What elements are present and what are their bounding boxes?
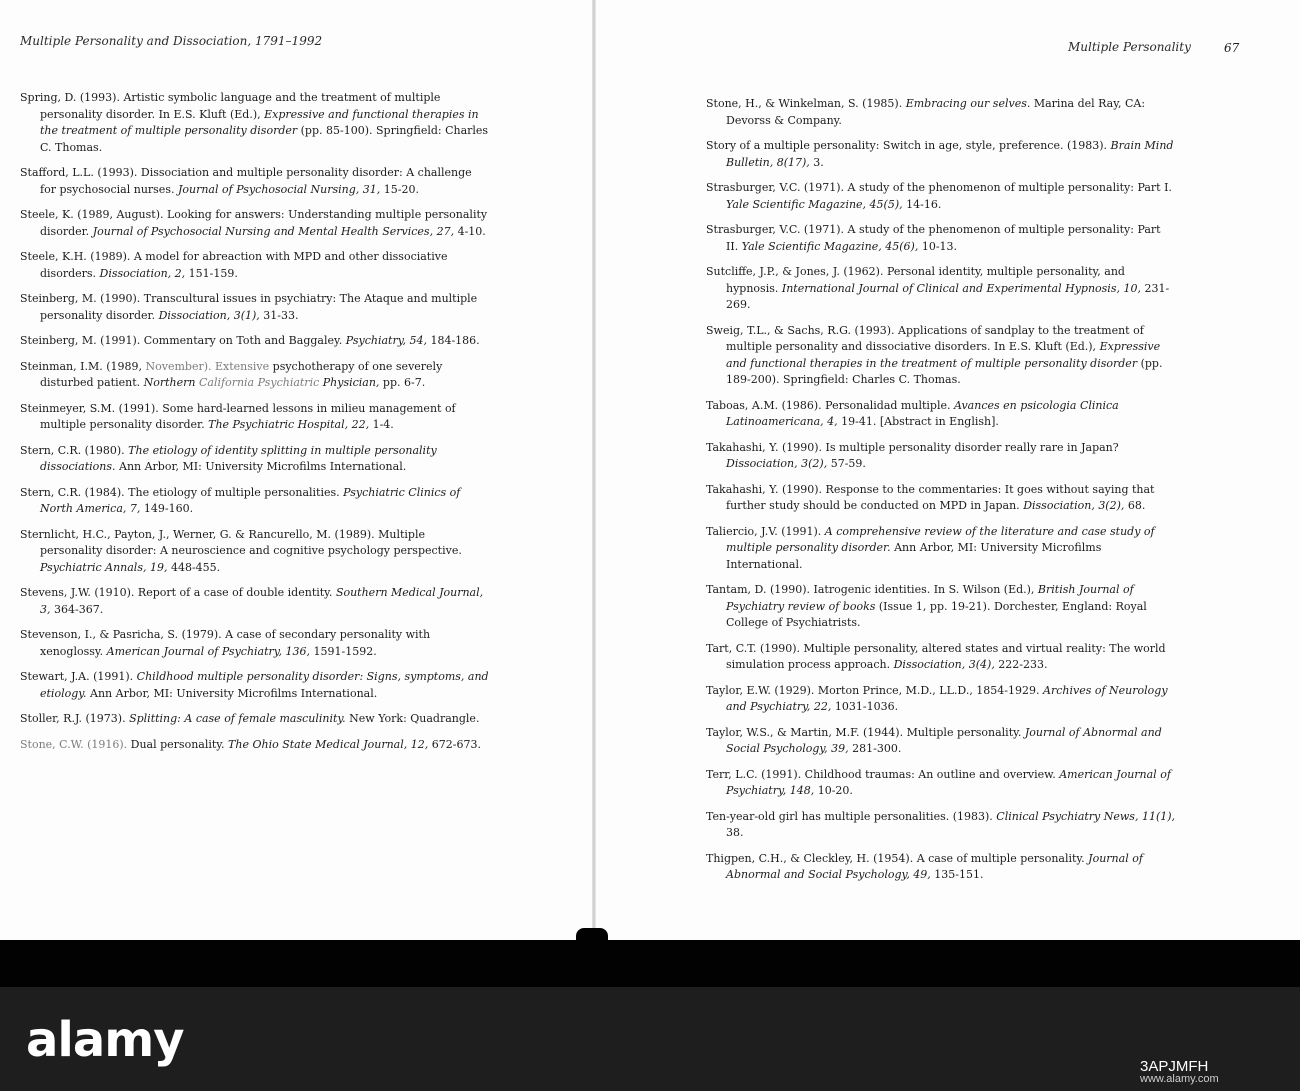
reference-text: Steinberg, M. (1991). Commentary on Toth and Baggaley.	[20, 334, 346, 347]
reference-italic-text: Expressive and functional therapies in the treatment of multiple personality disorder	[40, 107, 479, 137]
right-running-head: Multiple Personality	[1068, 40, 1191, 54]
left-running-head: Multiple Personality and Dissociation, 1791–1992	[20, 34, 323, 48]
reference-entry	[20, 165, 490, 198]
reference-text: Spring, D. (1993). Artistic symbolic language and the treatment of multiple personality disorder. In E.S. Kluft (Ed.),	[20, 91, 441, 121]
reference-italic-text: A comprehensive review of the literature and case study of multiple personality disorder.	[726, 524, 1155, 554]
reference-entry	[706, 851, 1176, 884]
reference-text: Stern, C.R. (1980).	[20, 443, 129, 457]
reference-italic-text: Dissociation, 3(4),	[893, 658, 995, 671]
reference-entry	[706, 524, 1176, 574]
reference-text: (pp. 85-100). Springfield: Charles C. Thomas.	[40, 124, 489, 154]
reference-text: Ten-year-old girl has multiple personalities. (1983).	[706, 809, 997, 823]
reference-entry	[706, 264, 1176, 314]
reference-italic-text: Childhood multiple personality disorder: Signs, symptoms, and etiology.	[40, 670, 489, 700]
reference-text: Takahashi, Y. (1990). Is multiple personality disorder really rare in Japan?	[706, 440, 1119, 454]
reference-entry	[706, 809, 1176, 842]
reference-italic-text: Avances en psicologia Clinica Latinoamericana, 4,	[726, 398, 1119, 428]
reference-italic-text: Psychiatry, 54,	[345, 334, 427, 347]
reference-entry	[706, 180, 1176, 213]
reference-entry	[706, 767, 1176, 800]
reference-text: Stern, C.R. (1984). The etiology of multiple personalities.	[20, 485, 344, 499]
reference-italic-text: Journal of Psychosocial Nursing, 31,	[177, 182, 381, 196]
reference-text: 1591-1592.	[310, 644, 377, 658]
reference-italic-text: Northern	[143, 376, 199, 389]
reference-text: 149-160.	[140, 502, 194, 515]
reference-entry	[20, 627, 490, 660]
reference-text: 3.	[809, 155, 824, 169]
reference-text: 31-33.	[259, 308, 299, 322]
reference-entry	[20, 527, 490, 577]
reference-italic-text: Journal of Psychosocial Nursing and Mental Health Services, 27,	[92, 224, 455, 238]
reference-entry	[20, 585, 490, 618]
reference-text: 57-59.	[827, 457, 866, 470]
reference-text: 151-159.	[185, 266, 238, 280]
reference-italic-text: Yale Scientific Magazine, 45(6),	[741, 239, 919, 253]
reference-text: 231-269.	[726, 281, 1170, 311]
reference-italic-text: International Journal of Clinical and Experimental Hypnosis, 10,	[781, 281, 1141, 295]
reference-italic-text: The Psychiatric Hospital, 22,	[208, 418, 370, 431]
book-spine	[592, 0, 596, 950]
reference-entry	[706, 323, 1176, 389]
reference-text: 15-20.	[380, 182, 420, 196]
reference-text: Stevens, J.W. (1910). Report of a case of double identity.	[20, 586, 336, 599]
reference-text: 672-673.	[428, 737, 481, 751]
reference-entry	[20, 359, 490, 392]
reference-entry	[20, 249, 490, 282]
reference-text: Stoller, R.J. (1973).	[20, 712, 130, 725]
reference-italic-text: American Journal of Psychiatry, 136,	[106, 644, 311, 658]
reference-text: 222-233.	[994, 658, 1048, 671]
reference-entry	[706, 440, 1176, 473]
reference-italic-text: Clinical Psychiatry News, 11(1),	[996, 809, 1176, 823]
reference-entry	[706, 582, 1176, 632]
reference-text: Sternlicht, H.C., Payton, J., Werner, G. & Rancurello, M. (1989). Multiple personality disorder: A neuroscience and cognitive psychology perspective.	[20, 527, 462, 557]
watermark-url: www.alamy.com	[1140, 1073, 1219, 1085]
reference-text: psychotherapy of one severely disturbed patient.	[40, 359, 443, 389]
reference-text: Taliercio, J.V. (1991).	[706, 524, 825, 538]
reference-text: 135-151.	[930, 868, 984, 881]
reference-text: 364-367.	[50, 602, 104, 616]
page-number: 67	[1224, 41, 1240, 55]
reference-italic-text: Archives of Neurology and Psychiatry, 22,	[726, 683, 1168, 713]
reference-text: 1031-1036.	[831, 700, 899, 713]
reference-entry	[20, 711, 490, 728]
reference-text: Ann Arbor, MI: University Microfilms International.	[115, 460, 407, 473]
reference-entry	[706, 683, 1176, 716]
reference-text: Steele, K.H. (1989). A model for abreaction with MPD and other dissociative disorders.	[20, 250, 448, 280]
reference-text: Steinberg, M. (1990). Transcultural issues in psychiatry: The Ataque and multiple personality disorder.	[20, 292, 478, 322]
reference-text: Taylor, W.S., & Martin, M.F. (1944). Multiple personality.	[706, 725, 1025, 739]
reference-text: Taboas, A.M. (1986). Personalidad multiple.	[706, 398, 954, 412]
reference-text: Thigpen, C.H., & Cleckley, H. (1954). A case of multiple personality.	[706, 851, 1089, 865]
reference-text: Steele, K. (1989, August). Looking for answers: Understanding multiple personality disorder.	[20, 208, 488, 238]
reference-italic-text: Journal of Abnormal and Social Psychology, 49,	[726, 851, 1143, 881]
reference-text: Stone, H., & Winkelman, S. (1985).	[706, 97, 906, 110]
reference-italic-text: Psychiatric Clinics of North America, 7,	[40, 485, 461, 515]
reference-text: Sweig, T.L., & Sachs, R.G. (1993). Applications of sandplay to the treatment of multiple personality and dissociative disorders. In E.S. Kluft (Ed.),	[706, 323, 1144, 353]
reference-entry	[20, 90, 490, 156]
reference-italic-text: Physician,	[319, 376, 380, 389]
reference-entry	[20, 737, 490, 754]
reference-text: Sutcliffe, J.P., & Jones, J. (1962). Personal identity, multiple personality, and hypnosis.	[706, 265, 1125, 295]
reference-text: 281-300.	[848, 742, 902, 755]
reference-entry	[706, 96, 1176, 129]
reference-text: Tart, C.T. (1990). Multiple personality, altered states and virtual reality: The world simulation process approach.	[706, 641, 1166, 671]
watermark-strip	[0, 987, 1300, 1091]
reference-italic-text: Dissociation, 3(2),	[726, 457, 828, 470]
scan-border	[0, 940, 1300, 987]
reference-italic-text: Embracing our selves.	[905, 97, 1031, 110]
reference-italic-text: Expressive and functional therapies in the treatment of multiple personality disorder	[726, 340, 1161, 370]
reference-text: Stafford, L.L. (1993). Dissociation and multiple personality disorder: A challenge for psychosocial nurses.	[20, 166, 472, 196]
reference-text: Strasburger, V.C. (1971). A study of the phenomenon of multiple personality: Part II.	[706, 223, 1161, 253]
reference-text: November). Extensive	[145, 359, 270, 373]
reference-text: Ann Arbor, MI: University Microfilms International.	[726, 541, 1102, 571]
reference-entry	[20, 401, 490, 434]
reference-text: Taylor, E.W. (1929). Morton Prince, M.D., LL.D., 1854-1929.	[706, 683, 1044, 697]
reference-italic-text: Splitting: A case of female masculinity.	[129, 712, 346, 725]
reference-text: Strasburger, V.C. (1971). A study of the phenomenon of multiple personality: Part I.	[706, 181, 1172, 194]
reference-text: New York: Quadrangle.	[345, 712, 480, 725]
reference-entry	[706, 138, 1176, 171]
right-reference-list	[706, 96, 1176, 893]
reference-text: 4-10.	[454, 224, 486, 238]
reference-text: 38.	[726, 826, 744, 839]
reference-entry	[20, 207, 490, 240]
reference-entry	[706, 482, 1176, 515]
reference-entry	[20, 485, 490, 518]
reference-text: Stevenson, I., & Pasricha, S. (1979). A case of secondary personality with xenoglossy.	[20, 628, 431, 658]
reference-text: 19-41. [Abstract in English].	[837, 415, 999, 428]
reference-italic-text: Dissociation, 3(1),	[158, 308, 260, 322]
alamy-logo: alamy	[26, 1012, 184, 1068]
reference-italic-text: California Psychiatric	[198, 376, 320, 389]
reference-entry	[706, 725, 1176, 758]
reference-text: Story of a multiple personality: Switch in age, style, preference. (1983).	[706, 139, 1111, 152]
reference-text: pp. 6-7.	[379, 376, 426, 389]
reference-entry	[20, 333, 490, 350]
reference-italic-text: British Journal of Psychiatry review of books	[726, 583, 1134, 613]
reference-text: (Issue 1, pp. 19-21). Dorchester, England: Royal College of Psychiatrists.	[726, 599, 1147, 629]
reference-italic-text: The etiology of identity splitting in multiple personality dissociations.	[40, 443, 437, 473]
reference-text: Steinmeyer, S.M. (1991). Some hard-learned lessons in milieu management of multiple personality disorder.	[20, 401, 456, 431]
reference-text: 10-13.	[918, 239, 958, 253]
reference-entry	[706, 398, 1176, 431]
reference-italic-text: The Ohio State Medical Journal, 12,	[228, 737, 429, 751]
reference-text: Steinman, I.M. (1989,	[20, 359, 146, 373]
reference-italic-text: Dissociation, 3(2),	[1023, 499, 1125, 512]
reference-text: Terr, L.C. (1991). Childhood traumas: An outline and overview.	[706, 767, 1060, 781]
reference-text: Ann Arbor, MI: University Microfilms International.	[86, 686, 378, 700]
reference-italic-text: Yale Scientific Magazine, 45(5),	[726, 197, 903, 211]
reference-entry	[20, 291, 490, 324]
reference-text: Dual personality.	[127, 737, 229, 751]
reference-entry	[20, 669, 490, 702]
reference-text: 1-4.	[369, 418, 394, 431]
reference-text: 68.	[1124, 499, 1146, 512]
reference-entry	[706, 222, 1176, 255]
reference-entry	[706, 641, 1176, 674]
reference-text: Stone, C.W. (1916).	[20, 737, 128, 751]
reference-italic-text: Psychiatric Annals, 19,	[40, 560, 168, 574]
reference-text: 448-455.	[167, 560, 221, 574]
reference-italic-text: Brain Mind Bulletin, 8(17),	[726, 139, 1174, 169]
reference-text: Stewart, J.A. (1991).	[20, 670, 137, 683]
left-reference-list	[20, 90, 490, 762]
reference-text: 10-20.	[814, 784, 853, 797]
reference-text: 184-186.	[426, 334, 480, 347]
reference-italic-text: American Journal of Psychiatry, 148,	[726, 767, 1171, 797]
reference-text: Tantam, D. (1990). Iatrogenic identities. In S. Wilson (Ed.),	[706, 583, 1038, 596]
reference-text: (pp. 189-200). Springfield: Charles C. Thomas.	[726, 356, 1163, 386]
image-id: 3APJMFH	[1140, 1058, 1209, 1075]
reference-italic-text: Dissociation, 2,	[99, 266, 186, 280]
reference-text: Takahashi, Y. (1990). Response to the commentaries: It goes without saying that further study should be conducted on MPD in Japan.	[706, 482, 1155, 512]
reference-italic-text: Southern Medical Journal, 3,	[40, 586, 484, 616]
reference-italic-text: Journal of Abnormal and Social Psychology, 39,	[726, 725, 1162, 755]
reference-text: Marina del Ray, CA: Devorss & Company.	[726, 97, 1146, 127]
reference-entry	[20, 443, 490, 476]
reference-text: 14-16.	[902, 197, 942, 211]
left-page	[0, 0, 594, 940]
